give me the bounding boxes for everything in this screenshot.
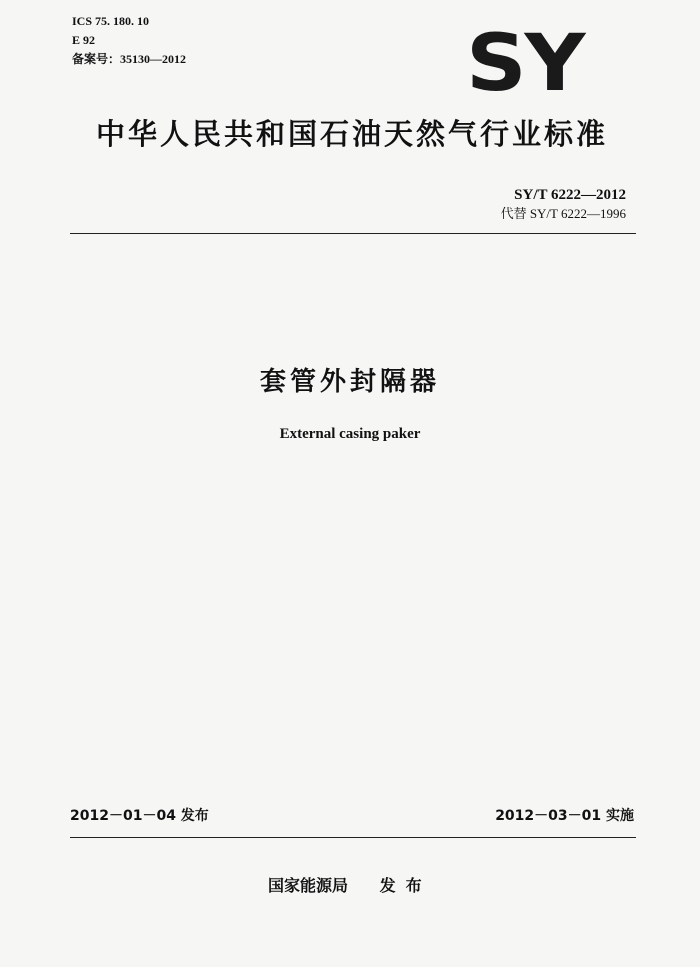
ics-code: ICS 75. 180. 10 (72, 14, 150, 28)
bottom-divider (70, 837, 636, 838)
document-title: 套管外封隔器 (259, 367, 440, 397)
record-number: 备案号：35130—2012 (72, 52, 187, 66)
document-title-en: External casing paker (279, 426, 421, 442)
sy-logo: SY (466, 19, 584, 109)
publisher-name: 国家能源局 (268, 876, 349, 895)
publisher (268, 873, 432, 899)
standard-number: SY/T 6222—2012 (514, 187, 626, 203)
replaces-standard: 代替 SY/T 6222—1996 (500, 206, 626, 221)
classification-code: E 92 (72, 33, 96, 47)
top-divider (70, 233, 636, 234)
issue-date: 2012－01－04 发布 (70, 808, 209, 824)
publisher-action: 发布 (379, 876, 432, 895)
header-meta (72, 12, 186, 69)
effective-date: 2012－03－01 实施 (495, 808, 634, 824)
org-title: 中华人民共和国石油天然气行业标准 (95, 117, 608, 151)
